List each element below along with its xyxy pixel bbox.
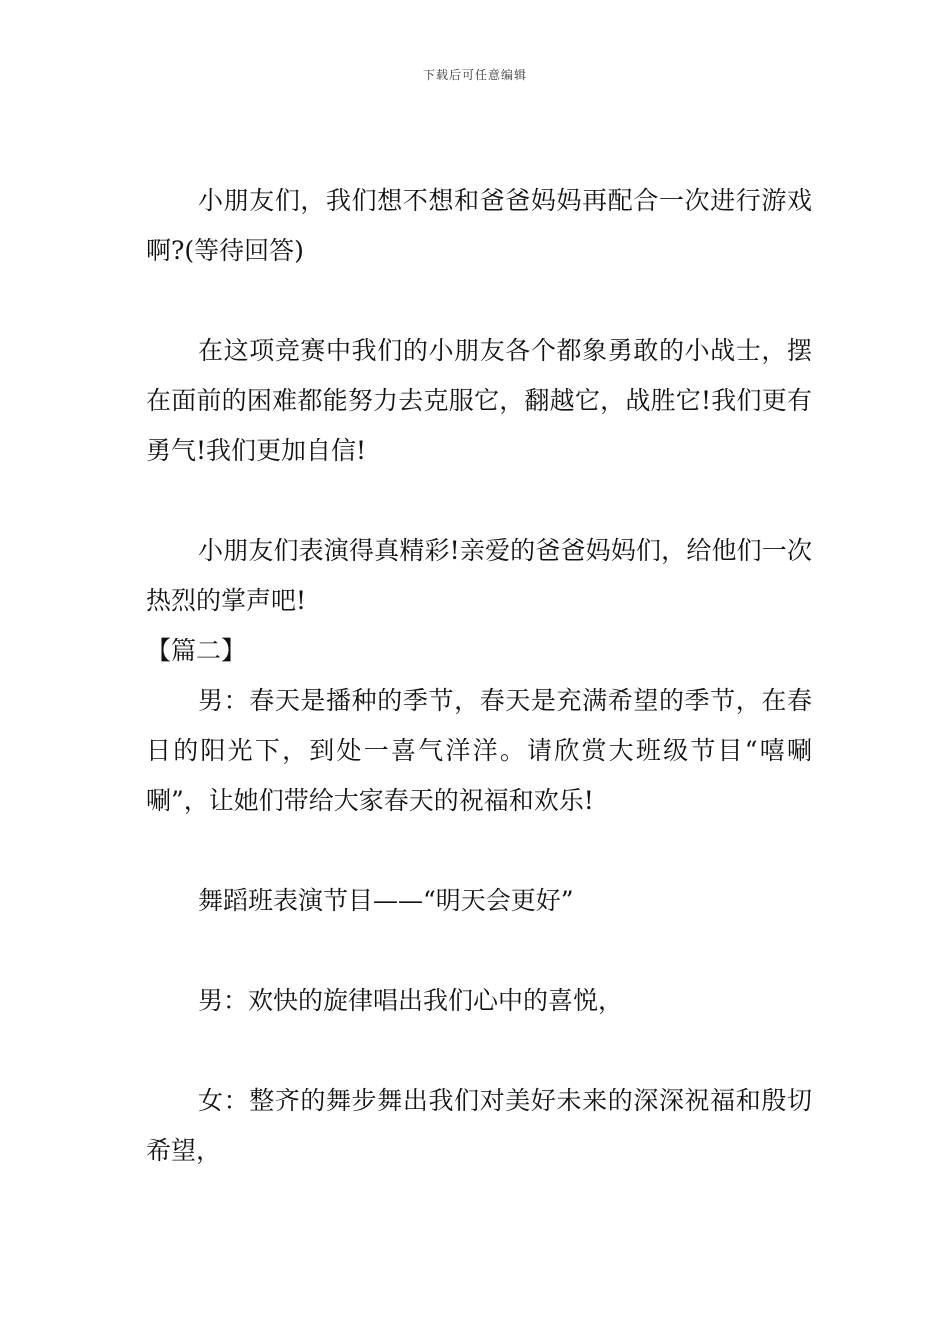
document-body — [146, 176, 812, 1176]
paragraph-spacer — [146, 826, 812, 876]
paragraph-4: 男：春天是播种的季节，春天是充满希望的季节，在春日的阳光下，到处一喜气洋洋。请欣赏大班级节目“嘻唰唰”，让她们带给大家春天的祝福和欢乐! — [146, 686, 812, 815]
paragraph-1: 小朋友们，我们想不想和爸爸妈妈再配合一次进行游戏啊?(等待回答) — [146, 186, 812, 265]
paragraph-6: 男：欢快的旋律唱出我们心中的喜悦， — [198, 986, 624, 1015]
paragraph-spacer — [146, 926, 812, 976]
paragraph-7: 女：整齐的舞步舞出我们对美好未来的深深祝福和殷切希望， — [146, 1086, 812, 1165]
paragraph-3: 小朋友们表演得真精彩!亲爱的爸爸妈妈们，给他们一次热烈的掌声吧! — [146, 536, 812, 615]
paragraph-spacer — [146, 476, 812, 526]
paragraph-2: 在这项竞赛中我们的小朋友各个都象勇敢的小战士，摆在面前的困难都能努力去克服它，翻越它，战胜它!我们更有勇气!我们更加自信! — [146, 336, 812, 465]
paragraph-5: 舞蹈班表演节目——“明天会更好” — [198, 886, 574, 915]
section-title: 【篇二】 — [146, 636, 247, 665]
paragraph-spacer — [146, 276, 812, 326]
paragraph-spacer — [146, 1026, 812, 1076]
page-header-note: 下载后可任意编辑 — [422, 68, 527, 82]
